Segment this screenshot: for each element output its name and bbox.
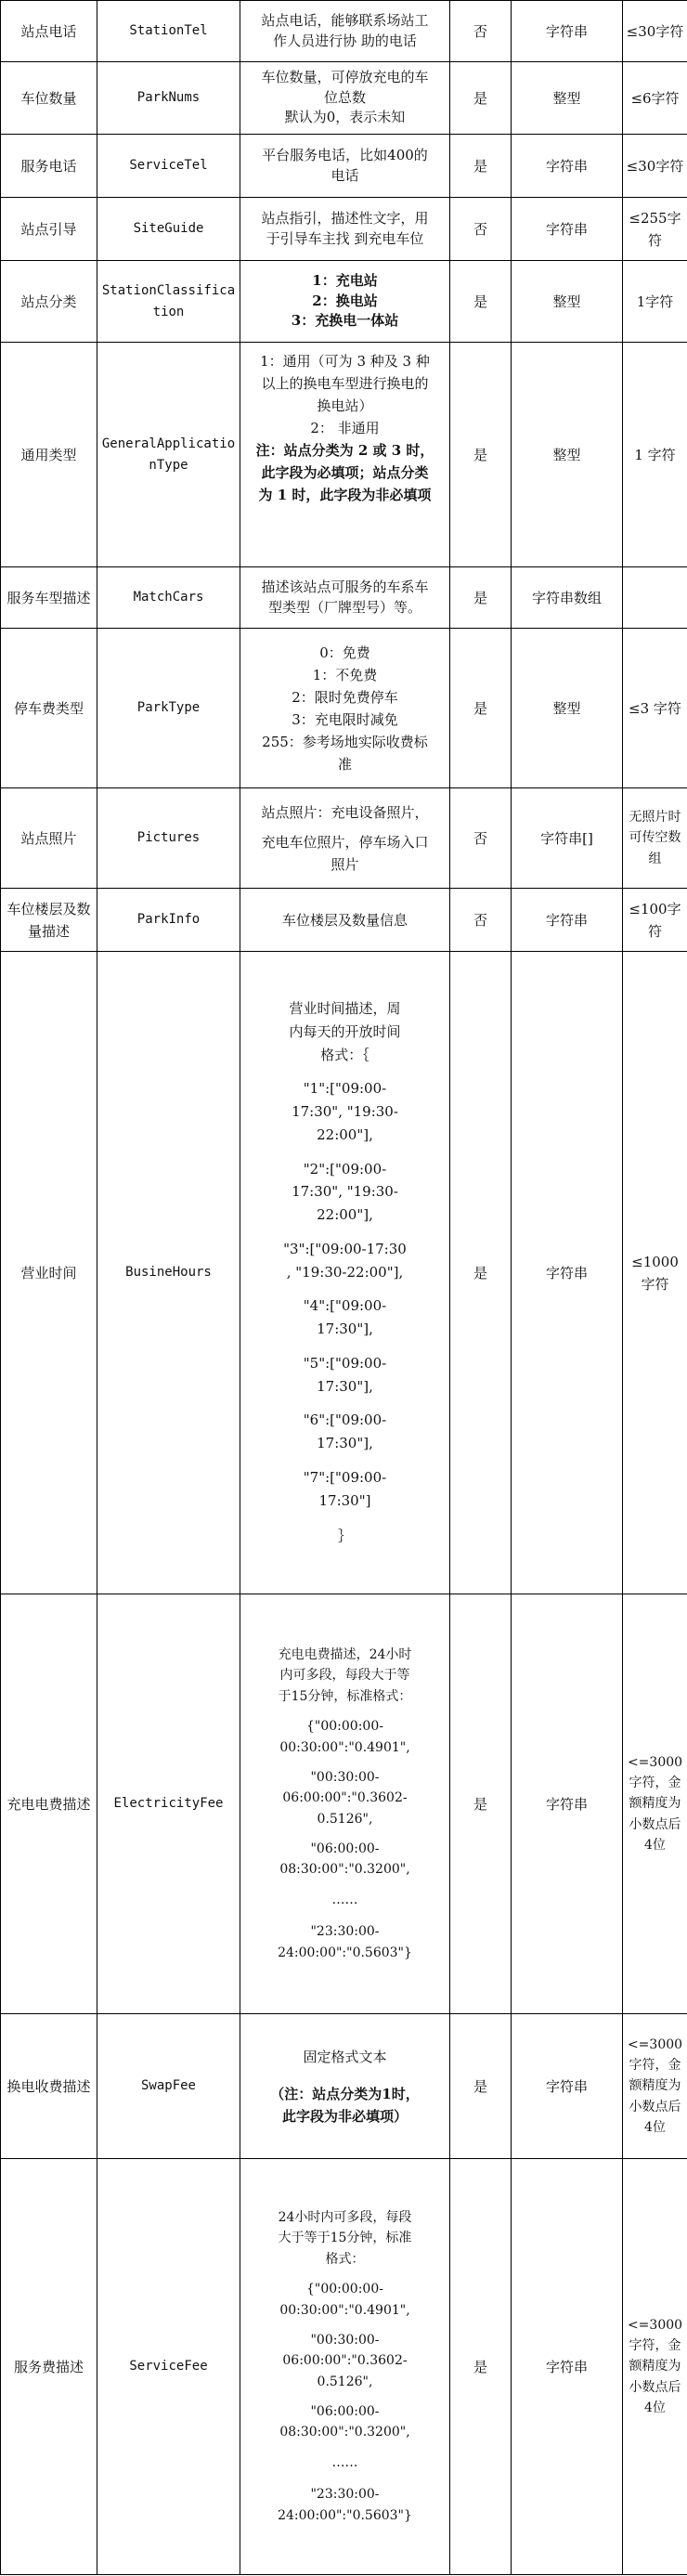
table-row xyxy=(1,1594,687,2014)
field-description: 描述该站点可服务的车系车 型类型（厂牌型号）等。 xyxy=(240,567,450,629)
field-required: 是 xyxy=(450,261,512,343)
field-cn-name: 服务电话 xyxy=(1,135,97,198)
table-row xyxy=(1,629,687,788)
field-type: 整型 xyxy=(512,261,623,343)
field-length: ≤100字符 xyxy=(623,889,687,952)
table-row xyxy=(1,198,687,261)
field-length: <=3000字符，金额精度为小数点后4位 xyxy=(623,2159,687,2575)
field-en-name: ParkType xyxy=(97,629,240,788)
field-required: 是 xyxy=(450,2159,512,2575)
table-row xyxy=(1,2159,687,2575)
field-cn-name: 车位数量 xyxy=(1,62,97,135)
field-en-name: ParkNums xyxy=(97,62,240,135)
field-description: 站点照片：充电设备照片， 充电车位照片，停车场入口 照片 xyxy=(240,788,450,889)
field-cn-name: 站点引导 xyxy=(1,198,97,261)
field-length: 无照片时可传空数组 xyxy=(623,788,687,889)
field-en-name: ParkInfo xyxy=(97,889,240,952)
field-cn-name: 换电收费描述 xyxy=(1,2014,97,2159)
field-en-name: Pictures xyxy=(97,788,240,889)
field-description: 站点指引，描述性文字，用 于引导车主找 到充电车位 xyxy=(240,198,450,261)
field-cn-name: 服务费描述 xyxy=(1,2159,97,2575)
field-length: ≤1000字符 xyxy=(623,952,687,1594)
field-required: 是 xyxy=(450,135,512,198)
field-required: 是 xyxy=(450,629,512,788)
field-required: 是 xyxy=(450,62,512,135)
field-type: 字符串 xyxy=(512,2014,623,2159)
field-length: 1字符 xyxy=(623,261,687,343)
field-type: 字符串[] xyxy=(512,788,623,889)
field-description: 固定格式文本 （注：站点分类为1时， 此字段为非必填项） xyxy=(240,2014,450,2159)
field-en-name: ServiceTel xyxy=(97,135,240,198)
field-length: ≤30字符 xyxy=(623,135,687,198)
field-required: 是 xyxy=(450,1594,512,2014)
field-en-name: BusineHours xyxy=(97,952,240,1594)
field-required: 否 xyxy=(450,1,512,62)
field-length: <=3000字符，金额精度为小数点后4位 xyxy=(623,1594,687,2014)
field-description: 车位数量，可停放充电的车 位总数 默认为0，表示未知 xyxy=(240,62,450,135)
field-cn-name: 站点分类 xyxy=(1,261,97,343)
field-type: 字符串 xyxy=(512,198,623,261)
field-cn-name: 车位楼层及数量描述 xyxy=(1,889,97,952)
field-cn-name: 服务车型描述 xyxy=(1,567,97,629)
table-row xyxy=(1,567,687,629)
field-cn-name: 通用类型 xyxy=(1,343,97,567)
field-description: 1：通用（可为 3 种及 3 种 以上的换电车型进行换电的 换电站） 2： 非通用 注：站点分类为 2 或 3 时， 此字段为必填项；站点分类 为 1 时，此字段为非必填项 xyxy=(240,343,450,567)
field-description: 站点电话，能够联系场站工 作人员进行协 助的电话 xyxy=(240,1,450,62)
field-required: 否 xyxy=(450,889,512,952)
field-en-name: ElectricityFee xyxy=(97,1594,240,2014)
field-type: 整型 xyxy=(512,62,623,135)
field-required: 是 xyxy=(450,952,512,1594)
field-en-name: SiteGuide xyxy=(97,198,240,261)
field-description: 车位楼层及数量信息 xyxy=(240,889,450,952)
table-row xyxy=(1,2014,687,2159)
field-type: 字符串 xyxy=(512,889,623,952)
table-row xyxy=(1,343,687,567)
field-type: 字符串数组 xyxy=(512,567,623,629)
field-type: 字符串 xyxy=(512,135,623,198)
field-length: ≤6字符 xyxy=(623,62,687,135)
field-en-name: ServiceFee xyxy=(97,2159,240,2575)
field-length: ≤255字符 xyxy=(623,198,687,261)
field-required: 是 xyxy=(450,343,512,567)
table-row xyxy=(1,788,687,889)
field-en-name: StationClassification xyxy=(97,261,240,343)
field-en-name: GeneralApplicationType xyxy=(97,343,240,567)
field-cn-name: 营业时间 xyxy=(1,952,97,1594)
field-description: 1：充电站 2：换电站 3：充换电一体站 xyxy=(240,261,450,343)
field-description: 24小时内可多段，每段 大于等于15分钟，标准 格式： {"00:00:00- 00:30:00":"0.4901", "00:30:00- 06:00:00":"0.3602- 0.5126", "06:00:00- 08:30:00":"0.3200", …… "23:30:00- 24:00:00":"0.5603"} xyxy=(240,2159,450,2575)
field-description: 营业时间描述，周 内每天的开放时间 格式：｛ "1":["09:00- 17:30", "19:30- 22:00"], "2":["09:00- 17:30", "19:30- 22:00"], "3":["09:00-17:30 , "19:30-22:00"], "4":["09:00- 17:30"], "5":["09:00- 17:30"], "6":["09:00- 17:30"], "7":["09:00- 17:30"] ｝ xyxy=(240,952,450,1594)
field-type: 字符串 xyxy=(512,1594,623,2014)
field-description: 充电电费描述，24小时 内可多段，每段大于等 于15分钟，标准格式： {"00:00:00- 00:30:00":"0.4901", "00:30:00- 06:00:00":"0.3602- 0.5126", "06:00:00- 08:30:00":"0.3200", …… "23:30:00- 24:00:00":"0.5603"} xyxy=(240,1594,450,2014)
field-required: 否 xyxy=(450,788,512,889)
field-en-name: SwapFee xyxy=(97,2014,240,2159)
table-row xyxy=(1,952,687,1594)
table-row xyxy=(1,135,687,198)
field-description: 0：免费 1：不免费 2：限时免费停车 3：充电限时减免 255：参考场地实际收费标 准 xyxy=(240,629,450,788)
field-length: ≤3 字符 xyxy=(623,629,687,788)
field-cn-name: 站点电话 xyxy=(1,1,97,62)
field-type: 整型 xyxy=(512,629,623,788)
field-en-name: StationTel xyxy=(97,1,240,62)
table-row xyxy=(1,889,687,952)
field-type: 字符串 xyxy=(512,2159,623,2575)
field-cn-name: 停车费类型 xyxy=(1,629,97,788)
table-row xyxy=(1,261,687,343)
field-required: 否 xyxy=(450,198,512,261)
field-cn-name: 充电电费描述 xyxy=(1,1594,97,2014)
field-type: 整型 xyxy=(512,343,623,567)
field-description: 平台服务电话，比如400的 电话 xyxy=(240,135,450,198)
field-required: 是 xyxy=(450,2014,512,2159)
field-length xyxy=(623,567,687,629)
field-cn-name: 站点照片 xyxy=(1,788,97,889)
field-required: 是 xyxy=(450,567,512,629)
field-type: 字符串 xyxy=(512,952,623,1594)
field-length: 1 字符 xyxy=(623,343,687,567)
field-type: 字符串 xyxy=(512,1,623,62)
table-row xyxy=(1,1,687,62)
field-length: <=3000字符，金额精度为小数点后4位 xyxy=(623,2014,687,2159)
table-row xyxy=(1,62,687,135)
field-en-name: MatchCars xyxy=(97,567,240,629)
field-length: ≤30字符 xyxy=(623,1,687,62)
